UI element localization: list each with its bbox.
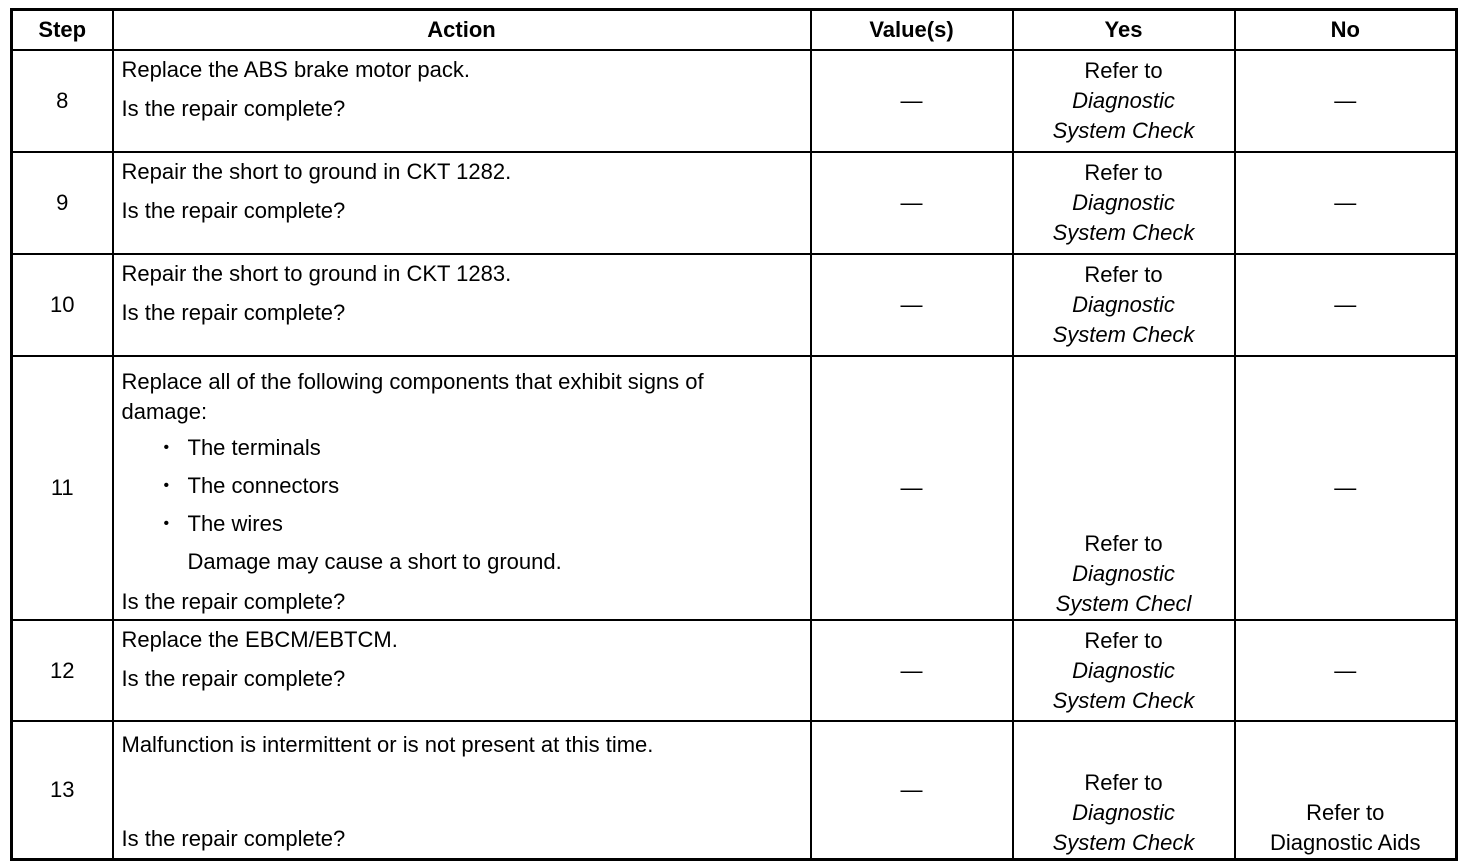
no-diagnostic-aids: Diagnostic Aids xyxy=(1270,829,1421,855)
yes-refer-to: Refer to xyxy=(1084,627,1163,653)
action-text: Replace all of the following components that exhibit signs of damage: xyxy=(121,369,704,424)
yes-cell xyxy=(1013,254,1235,356)
yes-system-check: System Check xyxy=(1052,118,1195,143)
action-question: Is the repair complete? xyxy=(121,825,346,851)
action-text: Replace the ABS brake motor pack. xyxy=(121,57,471,82)
action-cell xyxy=(113,620,811,721)
action-text: Repair the short to ground in CKT 1283. xyxy=(121,261,512,286)
list-item: • The connectors xyxy=(164,467,810,505)
action-cell xyxy=(113,50,811,152)
action-question: Is the repair complete? xyxy=(121,300,346,325)
yes-diagnostic: Diagnostic xyxy=(1072,292,1175,317)
step-number: 9 xyxy=(12,152,113,254)
step-number: 10 xyxy=(12,254,113,356)
value-cell: — xyxy=(811,50,1013,152)
no-cell: — xyxy=(1235,254,1457,356)
action-question: Is the repair complete? xyxy=(121,96,346,121)
yes-cell xyxy=(1013,620,1235,721)
step-number: 12 xyxy=(12,620,113,721)
action-question: Is the repair complete? xyxy=(121,589,346,614)
list-item: • The terminals xyxy=(164,429,810,467)
no-cell: — xyxy=(1235,620,1457,721)
yes-cell xyxy=(1013,721,1235,859)
action-cell xyxy=(113,152,811,254)
damage-note: Damage may cause a short to ground. xyxy=(187,549,562,574)
header-yes: Yes xyxy=(1013,10,1235,51)
step-number: 13 xyxy=(12,721,113,859)
table-header-row xyxy=(12,10,1457,51)
yes-diagnostic: Diagnostic xyxy=(1072,190,1175,215)
yes-refer-to: Refer to xyxy=(1084,262,1163,287)
yes-refer-to: Refer to xyxy=(1084,58,1163,83)
value-cell: — xyxy=(811,152,1013,254)
diagnostic-table xyxy=(10,8,1458,861)
no-cell xyxy=(1235,721,1457,859)
table-row xyxy=(12,152,1457,254)
component-list xyxy=(122,429,810,543)
table-row xyxy=(12,50,1457,152)
yes-system-check: System Check xyxy=(1052,687,1195,713)
no-cell: — xyxy=(1235,50,1457,152)
table-row xyxy=(12,254,1457,356)
yes-refer-to: Refer to xyxy=(1084,769,1163,795)
header-step: Step xyxy=(12,10,113,51)
value-cell: — xyxy=(811,254,1013,356)
action-text: Malfunction is intermittent or is not present at this time. xyxy=(121,732,654,757)
header-action: Action xyxy=(113,10,811,51)
yes-diagnostic: Diagnostic xyxy=(1072,799,1175,825)
diagnostic-table-wrapper xyxy=(10,8,1458,861)
action-cell xyxy=(113,721,811,859)
yes-diagnostic: Diagnostic xyxy=(1072,561,1175,586)
action-cell xyxy=(113,356,811,620)
yes-refer-to: Refer to xyxy=(1084,160,1163,185)
yes-diagnostic: Diagnostic xyxy=(1072,657,1175,683)
header-values: Value(s) xyxy=(811,10,1013,51)
yes-system-check: System Check xyxy=(1052,220,1195,245)
value-cell: — xyxy=(811,620,1013,721)
value-cell: — xyxy=(811,356,1013,620)
step-number: 11 xyxy=(12,356,113,620)
yes-cell xyxy=(1013,152,1235,254)
no-cell: — xyxy=(1235,152,1457,254)
value-cell: — xyxy=(811,721,1013,859)
action-text: Repair the short to ground in CKT 1282. xyxy=(121,159,512,184)
header-no: No xyxy=(1235,10,1457,51)
action-question: Is the repair complete? xyxy=(121,198,346,223)
action-question: Is the repair complete? xyxy=(121,666,346,691)
step-number: 8 xyxy=(12,50,113,152)
yes-cell xyxy=(1013,50,1235,152)
yes-diagnostic: Diagnostic xyxy=(1072,88,1175,113)
list-item: • The wires xyxy=(164,505,810,543)
table-row xyxy=(12,721,1457,859)
table-row xyxy=(12,620,1457,721)
yes-system-check: System Checl xyxy=(1055,591,1192,616)
yes-cell xyxy=(1013,356,1235,620)
action-text: Replace the EBCM/EBTCM. xyxy=(121,627,398,652)
action-cell xyxy=(113,254,811,356)
no-cell: — xyxy=(1235,356,1457,620)
yes-refer-to: Refer to xyxy=(1084,531,1163,556)
yes-system-check: System Check xyxy=(1052,829,1195,855)
table-row xyxy=(12,356,1457,620)
yes-system-check: System Check xyxy=(1052,322,1195,347)
no-refer-to: Refer to xyxy=(1306,799,1385,825)
